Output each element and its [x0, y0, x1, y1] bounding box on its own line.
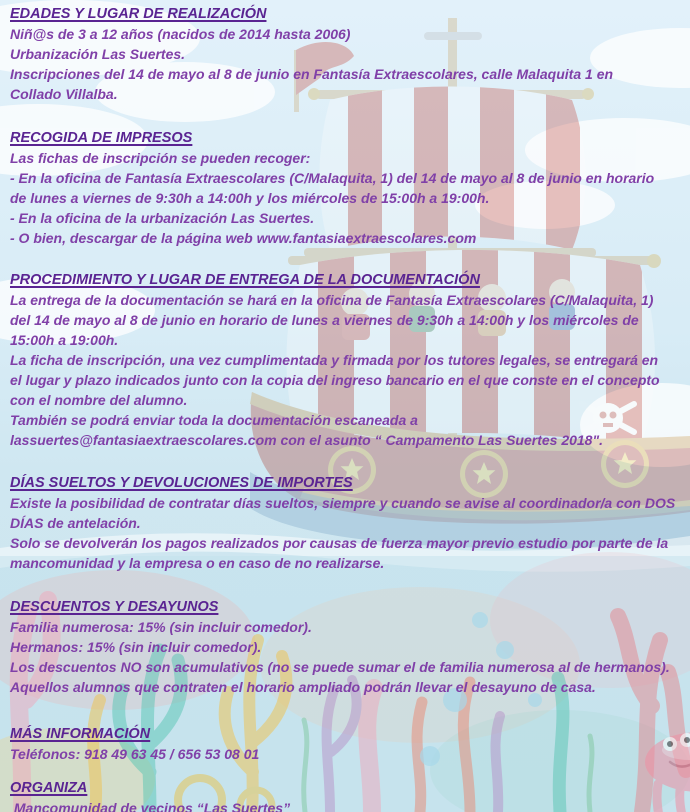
section-body — [10, 744, 686, 764]
text-line: Niñ@s de 3 a 12 años (nacidos de 2014 hasta 2006) — [10, 26, 351, 42]
text-line: Existe la posibilidad de contratar días sueltos, siempre y cuando se avise al coordinador/a con DOS — [10, 495, 676, 511]
text-line: Las fichas de inscripción se pueden recoger: — [10, 150, 311, 166]
text-line: Urbanización Las Suertes. — [10, 46, 186, 62]
text-line: mancomunidad y la empresa o en caso de no realizarse. — [10, 555, 385, 571]
text-line: Solo se devolverán los pagos realizados por causas de fuerza mayor previo estudio por parte de la — [10, 535, 669, 551]
section-body — [10, 290, 686, 450]
text-line: También se podrá enviar toda la documentación escaneada a — [10, 412, 418, 428]
section-edades-y-lugar — [10, 4, 686, 104]
section-procedimiento-entrega — [10, 270, 686, 450]
text-line: Collado Villalba. — [10, 86, 118, 102]
text-line: con el nombre del alumno. — [10, 392, 188, 408]
text-line: - O bien, descargar de la página web www.fantasiaextraescolares.com — [10, 230, 477, 246]
section-heading: EDADES Y LUGAR DE REALIZACIÓN — [10, 6, 267, 22]
section-heading: MÁS INFORMACIÓN — [10, 726, 151, 742]
text-line: Inscripciones del 14 de mayo al 8 de junio en Fantasía Extraescolares, calle Malaquita 1 en — [10, 66, 614, 82]
text-line: - En la oficina de la urbanización Las Suertes. — [10, 210, 315, 226]
text-line: DÍAS de antelación. — [10, 515, 141, 531]
text-line: Aquellos alumnos que contraten el horario ampliado podrán llevar el desayuno de casa. — [10, 679, 596, 695]
text-line: Los descuentos NO son acumulativos (no se puede sumar el de familia numerosa al de hermanos). — [10, 659, 670, 675]
section-heading: ORGANIZA — [10, 780, 88, 796]
text-line: del 14 de mayo al 8 de junio en horario de lunes a viernes de 9:30h a 14:00h y los miércoles de — [10, 312, 639, 328]
section-body — [10, 798, 686, 812]
text-line: Teléfonos: 918 49 63 45 / 656 53 08 01 — [10, 746, 260, 762]
section-body — [10, 617, 686, 697]
text-line: - En la oficina de Fantasía Extraescolares (C/Malaquita, 1) del 14 de mayo al 8 de junio en horario — [10, 170, 655, 186]
section-organiza — [10, 778, 686, 812]
text-line: de lunes a viernes de 9:30h a 14:00h y los miércoles de 15:00h a 19:00h. — [10, 190, 490, 206]
section-mas-informacion — [10, 724, 686, 764]
section-body — [10, 24, 686, 104]
text-line: Hermanos: 15% (sin incluir comedor). — [10, 639, 262, 655]
text-line: el lugar y plazo indicados junto con la copia del ingreso bancario en el que conste en el concepto — [10, 372, 660, 388]
text-line: Familia numerosa: 15% (sin incluir comedor). — [10, 619, 312, 635]
text-line: La ficha de inscripción, una vez cumplimentada y firmada por los tutores legales, se entregará en — [10, 352, 659, 368]
section-heading: RECOGIDA DE IMPRESOS — [10, 130, 193, 146]
section-recogida-de-impresos — [10, 128, 686, 248]
section-heading: DÍAS SUELTOS Y DEVOLUCIONES DE IMPORTES — [10, 475, 353, 491]
section-body — [10, 493, 686, 573]
section-descuentos-desayunos — [10, 597, 686, 697]
section-body — [10, 148, 686, 248]
text-line: lassuertes@fantasiaextraescolares.com con el asunto “ Campamento Las Suertes 2018". — [10, 432, 603, 448]
section-heading: DESCUENTOS Y DESAYUNOS — [10, 599, 219, 615]
text-line: Mancomunidad de vecinos “Las Suertes” — [10, 800, 291, 812]
text-line: 15:00h a 19:00h. — [10, 332, 119, 348]
section-heading: PROCEDIMIENTO Y LUGAR DE ENTREGA DE LA DOCUMENTACIÓN — [10, 272, 480, 288]
text-line: La entrega de la documentación se hará en la oficina de Fantasía Extraescolares (C/Malaquita, 1) — [10, 292, 654, 308]
section-dias-sueltos — [10, 473, 686, 573]
